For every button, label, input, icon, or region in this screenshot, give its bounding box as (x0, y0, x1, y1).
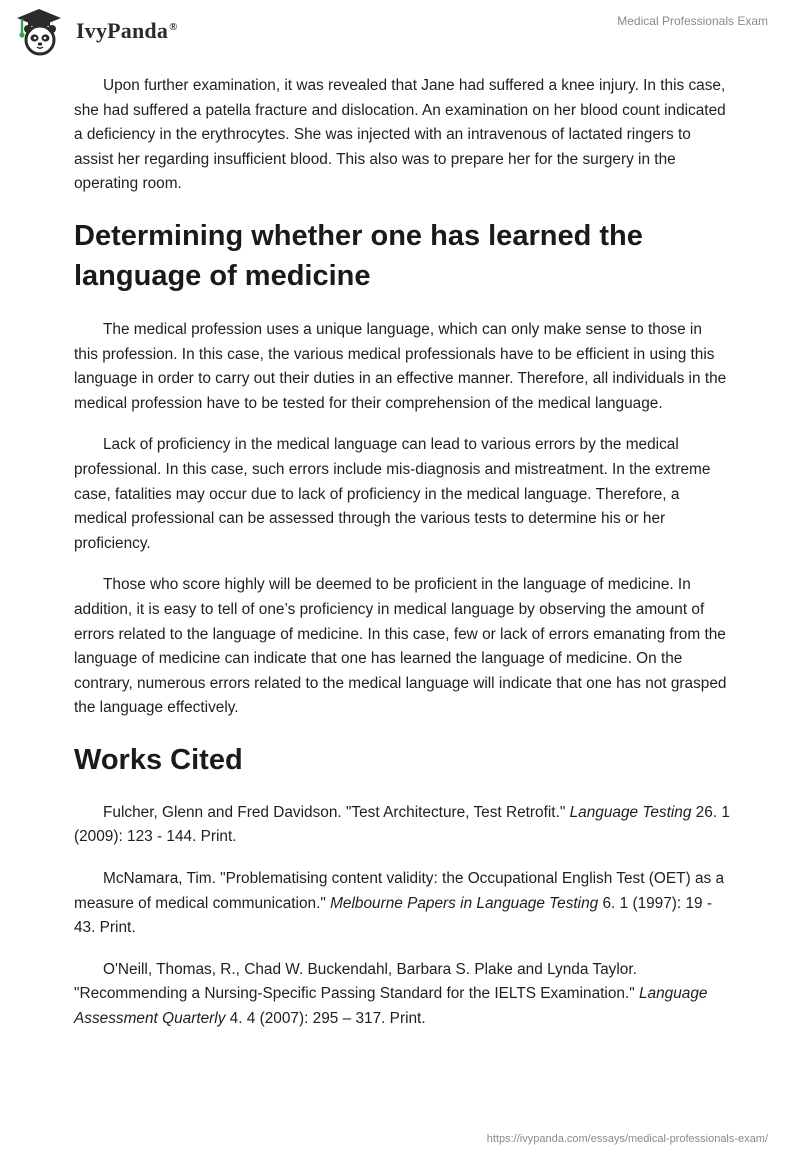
citation-text: McNamara, Tim. "Problematising content validity: the Occupational English Test (OET) as a measure of medical communication." (74, 870, 725, 912)
registered-mark: ® (169, 20, 178, 33)
section-heading-language-of-medicine: Determining whether one has learned the language of medicine (74, 219, 643, 292)
citation-text: Fulcher, Glenn and Fred Davidson. "Test Architecture, Test Retrofit." (103, 803, 570, 821)
body-paragraph: Lack of proficiency in the medical language can lead to various errors by the medical professional. In this case, such errors include mis-diagnosis and mistreatment. In the extreme case, fatalities may occur due to lack of proficiency in the medical language. Therefore, a medical professional can be assessed through the various tests to determine his or her proficiency. (74, 436, 711, 552)
citation-details: 26. 1 (2009): 123 - 144. Print. (74, 803, 730, 846)
works-cited-heading: Works Cited (74, 743, 243, 776)
body-paragraph: Those who score highly will be deemed to be proficient in the language of medicine. In addition, it is easy to tell of one’s proficiency in medical language by observing the amount of errors related to the language of medicine. In this case, few or lack of errors emanating from the language of medicine can indicate that one has learned the language of medicine. On the contrary, numerous errors related to the medical language will indicate that one has not grasped the language effectively. (74, 576, 727, 717)
brand-name[interactable] (76, 18, 178, 44)
intro-paragraph: Upon further examination, it was revealed that Jane had suffered a knee injury. In this case, she had suffered a patella fracture and dislocation. An examination on her blood count indicated a deficiency in the erythrocytes. She was injected with an intravenous of lactated ringers to assist her regarding insufficient blood. This also was to prepare her for the surgery in the operating room. (74, 77, 726, 193)
panda-graduate-logo-icon[interactable] (14, 7, 64, 57)
brand-text: IvyPanda (76, 18, 169, 43)
citation-journal: Language Testing (569, 803, 692, 821)
citation-entry (74, 801, 730, 850)
citation-journal: Language Assessment Quarterly (74, 985, 708, 1028)
citation-details: 4. 4 (2007): 295 – 317. Print. (225, 1010, 426, 1028)
citation-text: O'Neill, Thomas, R., Chad W. Buckendahl, Barbara S. Plake and Lynda Taylor. "Recommending a Nursing-Specific Passing Standard for the IELTS Examination." (74, 960, 639, 1003)
essay-content (74, 74, 730, 1049)
citation-entry (74, 867, 730, 941)
citation-details: 6. 1 (1997): 19 - 43. Print. (74, 894, 713, 937)
source-url[interactable]: https://ivypanda.com/essays/medical-professionals-exam/ (486, 1133, 768, 1145)
citation-journal: Melbourne Papers in Language Testing (330, 894, 599, 912)
document-title: Medical Professionals Exam (617, 14, 768, 28)
body-paragraph: The medical profession uses a unique language, which can only make sense to those in this profession. In this case, the various medical professionals have to be efficient in using this language in order to carry out their duties in an effective manner. Therefore, all individuals in the medical profession have to be tested for their comprehension of the medical language. (74, 320, 727, 412)
citation-entry (74, 958, 730, 1032)
page-header (0, 0, 800, 64)
